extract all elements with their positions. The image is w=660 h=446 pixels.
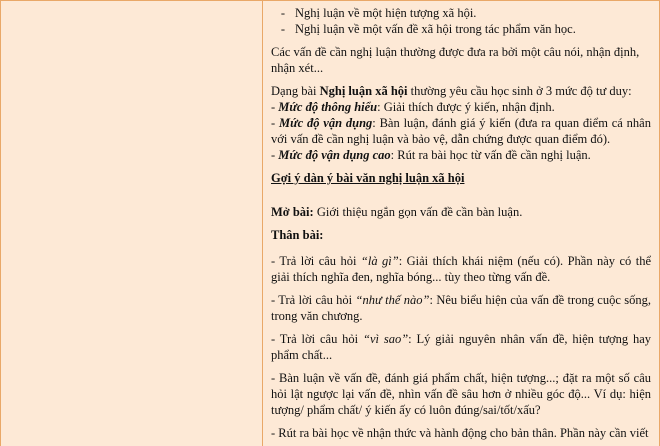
body-item: - Bàn luận về vấn đề, đánh giá phẩm chất, hiện tượng...; đặt ra một số câu hỏi lật ngược lại vấn đề, nhìn vấn đề sâu hơn ở nhiều góc độ... Ví dụ: hiện tượng/ phẩm chất/ ý kiến ấy có luôn đúng/sai/tốt/xấu? [271,371,651,417]
issues-paragraph: Các vấn đề cần nghị luận thường được đưa ra bởi một câu nói, nhận định, nhận xét... [271,45,640,75]
bullet-item [271,21,651,37]
body-heading: Thân bài: [271,228,324,242]
intro-paragraph: Mở bài: Giới thiệu ngắn gọn vấn đề cần bàn luận. [271,205,523,219]
level-item: - Mức độ thông hiểu: Giải thích được ý kiến, nhận định. [271,100,555,114]
body-item: - Trả lời câu hỏi “như thế nào”: Nêu biểu hiện của vấn đề trong cuộc sống, trong văn chương. [271,293,651,323]
body-item: - Trả lời câu hỏi “là gì”: Giải thích khái niệm (nếu có). Phần này có thể giải thích nghĩa đen, nghĩa bóng... tùy theo từng vấn đề. [271,254,651,284]
bullet-text: Nghị luận về một hiện tượng xã hội. [295,6,477,20]
bullet-dash: - [280,22,286,36]
level-item: - Mức độ vận dụng: Bàn luận, đánh giá ý kiến (đưa ra quan điểm cá nhân với vấn đề cần nghị luận và bảo vệ, dẫn chứng được quan điểm đó). [271,116,651,146]
body-item: - Trả lời câu hỏi “vì sao”: Lý giải nguyên nhân vấn đề, hiện tượng hay phẩm chất... [271,332,651,362]
body-item: - Rút ra bài học về nhận thức và hành động cho bản thân. Phần này cần viết [271,426,649,440]
bullet-item [271,5,651,21]
bullet-text: Nghị luận về một vấn đề xã hội trong tác phẩm văn học. [295,22,576,36]
level-item: - Mức độ vận dụng cao: Rút ra bài học từ vấn đề cần nghị luận. [271,148,591,162]
table-right-column [263,1,660,446]
outline-heading: Gợi ý dàn ý bài văn nghị luận xã hội [271,171,465,185]
table-left-column [0,1,263,446]
levels-intro: Dạng bài Nghị luận xã hội thường yêu cầu học sinh ở 3 mức độ tư duy: [271,84,632,98]
content-cell [271,5,651,441]
bullet-dash: - [280,6,286,20]
